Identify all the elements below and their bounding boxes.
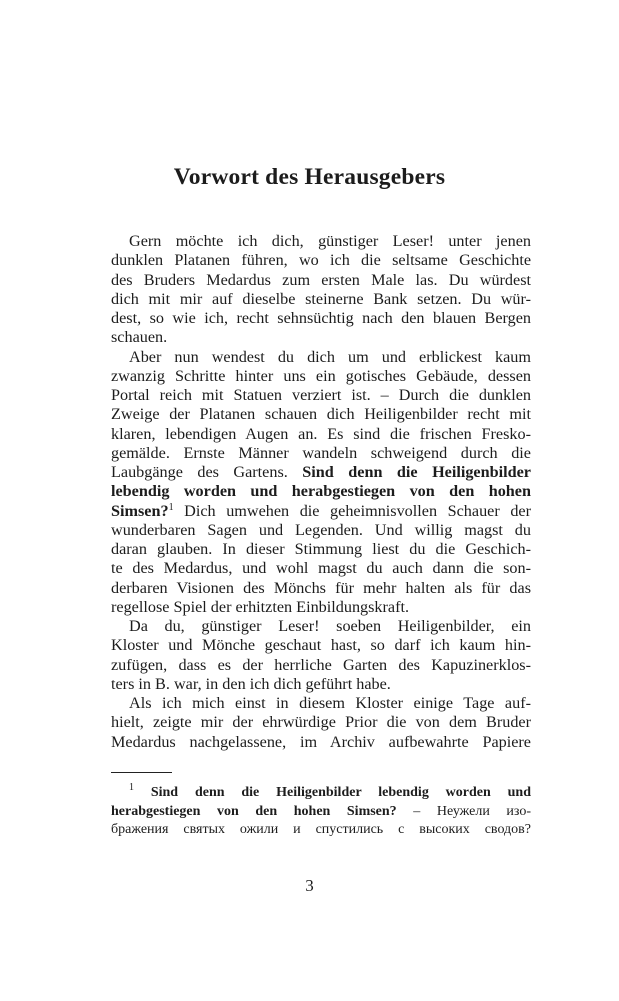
text-segment: des Bruders Medardus zum ersten Male las. Du würdest	[111, 270, 531, 289]
text-segment: Gern möchte ich dich, günstiger Leser! unter jenen	[129, 232, 531, 250]
footnote	[111, 784, 531, 840]
text-line	[111, 521, 531, 540]
text-line	[111, 675, 531, 694]
text-segment: dest, so wie ich, recht sehnsüchtig nach den blauen Bergen	[111, 309, 531, 327]
text-line	[111, 656, 531, 675]
text-segment: daran glauben. In dieser Stimmung liest du die Geschich-	[111, 540, 531, 558]
page-number: 3	[305, 876, 314, 895]
text-line	[111, 251, 531, 270]
text-segment: regellose Spiel der erhitzten Einbildungskraft.	[111, 597, 410, 616]
text-line	[111, 636, 531, 655]
text-line	[111, 579, 531, 598]
text-segment: gemälde. Ernste Männer wandeln schweigend durch die	[111, 443, 531, 462]
bold-text: Sind denn die Heiligenbilder	[302, 463, 531, 481]
text-segment: zufügen, dass es der herrliche Garten des Kapuzinerklos-	[111, 655, 531, 674]
text-line	[111, 482, 531, 501]
text-segment: ters in B. war, in den ich dich geführt habe.	[111, 674, 391, 693]
footnote-marker: 1	[129, 782, 134, 793]
text-segment: Aber nun wendest du dich um und erblickest kaum	[129, 347, 531, 366]
text-line	[111, 502, 531, 521]
text-segment: dich mit mir auf dieselbe steinerne Bank setzen. Du wür-	[111, 289, 531, 308]
text-segment: Medardus nachgelassene, im Archiv aufbewahrte Papiere	[111, 732, 531, 751]
text-segment: wunderbaren Sagen und Legenden. Und willig magst du	[111, 520, 531, 539]
text-line	[111, 367, 531, 386]
text-line	[111, 348, 531, 367]
text-line	[111, 803, 531, 822]
bold-text: Simsen?	[111, 501, 169, 520]
text-segment: Portal reich mit Statuen verziert ist. – Durch die dunklen	[111, 386, 531, 404]
text-segment: Zweige der Platanen schauen dich Heiligenbilder recht mit	[111, 405, 531, 424]
text-line	[111, 271, 531, 290]
text-line	[111, 694, 531, 713]
text-segment: zwanzig Schritte hinter uns ein gotisches Gebäude, dessen	[111, 366, 531, 385]
text-line	[111, 463, 531, 482]
text-line	[111, 713, 531, 732]
text-line	[111, 617, 531, 636]
text-segment: schauen.	[111, 328, 168, 347]
text-segment: Da du, günstiger Leser! soeben Heiligenbilder, ein	[129, 617, 531, 635]
text-line	[111, 386, 531, 405]
text-segment: Laubgänge des Gartens.	[111, 463, 303, 481]
text-line	[111, 425, 531, 444]
text-line	[111, 405, 531, 424]
text-line	[111, 540, 531, 559]
text-line	[111, 232, 531, 251]
footnote-marker: 1	[168, 501, 174, 513]
bold-text: Sind denn die Heiligenbilder lebendig worden und	[134, 785, 531, 800]
text-segment: klaren, lebendigen Augen an. Es sind die frischen Fresko-	[111, 424, 531, 443]
text-segment: Kloster und Mönche geschaut hast, so darf ich kaum hin-	[111, 636, 531, 655]
text-line	[111, 444, 531, 463]
text-line	[111, 598, 531, 617]
text-segment: – Неужели изо-	[396, 803, 532, 819]
text-line	[111, 733, 531, 752]
body-text	[111, 232, 531, 752]
text-line	[111, 559, 531, 578]
text-line	[111, 290, 531, 309]
footnote-divider	[111, 772, 172, 773]
bold-text: lebendig worden und herabgestiegen von den hohen	[111, 482, 531, 501]
text-segment: hielt, zeigte mir der ehrwürdige Prior die von dem Bruder	[111, 713, 531, 732]
text-segment: Dich umwehen die geheimnisvollen Schauer der	[173, 501, 531, 520]
chapter-title: Vorwort des Herausgebers	[173, 164, 446, 190]
text-line	[111, 309, 531, 328]
text-segment: Als ich mich einst in diesem Kloster einige Tage auf-	[129, 694, 531, 712]
text-segment: бражения святых ожили и спустились с высоких сводов?	[111, 822, 531, 837]
text-segment: derbaren Visionen des Mönchs für mehr halten als für das	[111, 578, 531, 597]
text-line	[111, 328, 531, 347]
text-segment: te des Medardus, und wohl magst du auch dann die son-	[111, 559, 531, 578]
bold-text: herabgestiegen von den hohen Simsen?	[111, 803, 397, 819]
text-line	[111, 784, 531, 803]
text-segment: dunklen Platanen führen, wo ich die seltsame Geschichte	[111, 251, 531, 270]
text-line	[111, 821, 531, 840]
